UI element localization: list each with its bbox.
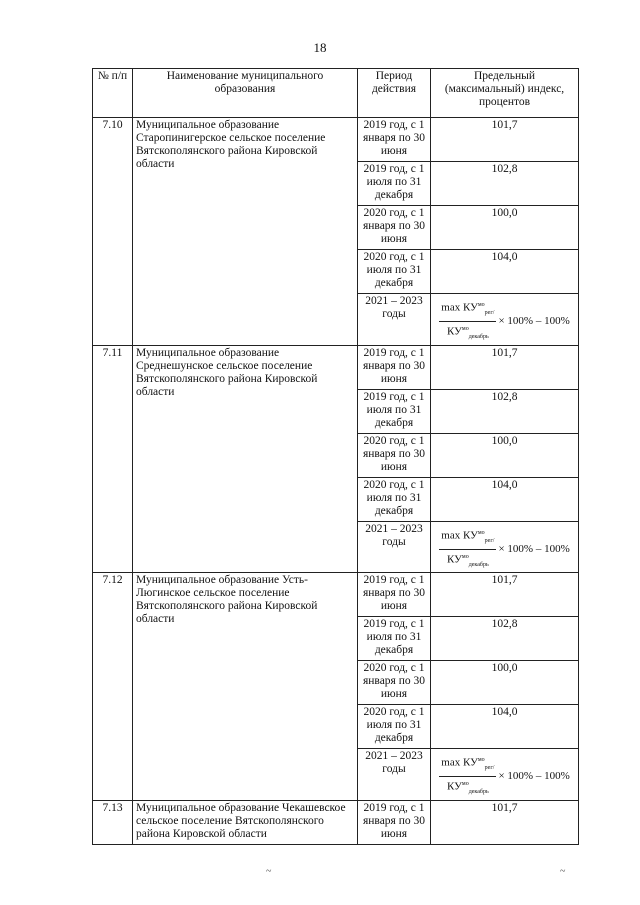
- header-num: № п/п: [93, 69, 133, 118]
- formula-fraction: [439, 527, 496, 572]
- formula-max: max КУ: [441, 301, 478, 314]
- index-formula: [434, 523, 575, 572]
- scan-mark: ~: [266, 866, 272, 877]
- index-formula-cell: [431, 749, 579, 801]
- entry-number: 7.13: [93, 801, 133, 845]
- formula-subscript: рег/: [484, 765, 495, 772]
- formula-fraction: [439, 299, 496, 344]
- formula-numerator: [439, 299, 496, 322]
- formula-superscript: мо: [461, 325, 469, 332]
- table-body: [93, 118, 579, 845]
- table-header-row: [93, 69, 579, 118]
- period-cell: 2019 год, с 1 января по 30 июня: [358, 345, 431, 389]
- formula-subscript: декабрь: [468, 561, 489, 568]
- entry-number: 7.10: [93, 118, 133, 346]
- municipality-name: Муниципальное образование Чекашевское сельское поселение Вятскополянского района Кировской области: [133, 801, 358, 845]
- period-cell: 2021 – 2023 годы: [358, 294, 431, 346]
- page-number: 18: [313, 40, 327, 55]
- scan-mark: ~: [560, 866, 566, 877]
- formula-superscript: мо: [461, 553, 469, 560]
- formula-superscript: мо: [477, 757, 485, 764]
- formula-superscript: мо: [477, 302, 485, 308]
- formula-multiplier: × 100% – 100%: [498, 770, 570, 783]
- formula-max: max КУ: [441, 757, 478, 770]
- formula-denominator: [445, 777, 491, 799]
- table-row: [93, 801, 579, 845]
- period-cell: 2021 – 2023 годы: [358, 521, 431, 573]
- period-cell: 2020 год, с 1 июля по 31 декабря: [358, 250, 431, 294]
- formula-den-ku: КУ: [447, 325, 462, 338]
- period-cell: 2020 год, с 1 января по 30 июня: [358, 206, 431, 250]
- period-cell: 2019 год, с 1 января по 30 июня: [358, 573, 431, 617]
- index-value: 102,8: [431, 162, 579, 206]
- index-value: 101,7: [431, 118, 579, 162]
- formula-max: max КУ: [441, 529, 478, 542]
- formula-multiplier: × 100% – 100%: [498, 314, 570, 327]
- period-cell: 2019 год, с 1 июля по 31 декабря: [358, 389, 431, 433]
- index-value: 102,8: [431, 389, 579, 433]
- period-cell: 2020 год, с 1 июля по 31 декабря: [358, 705, 431, 749]
- period-cell: 2019 год, с 1 июля по 31 декабря: [358, 617, 431, 661]
- entry-number: 7.12: [93, 573, 133, 801]
- index-value: 101,7: [431, 801, 579, 845]
- formula-subscript: декабрь: [468, 333, 489, 340]
- index-formula: [434, 295, 575, 344]
- index-formula-cell: [431, 294, 579, 346]
- period-cell: 2021 – 2023 годы: [358, 749, 431, 801]
- index-value: 100,0: [431, 433, 579, 477]
- formula-subscript: рег/: [484, 537, 495, 544]
- index-value: 102,8: [431, 617, 579, 661]
- formula-fraction: [439, 754, 496, 799]
- formula-superscript: мо: [477, 529, 485, 536]
- formula-subscript: рег/: [484, 309, 495, 316]
- index-formula: [434, 750, 575, 799]
- index-value: 104,0: [431, 705, 579, 749]
- period-cell: 2020 год, с 1 января по 30 июня: [358, 661, 431, 705]
- tariff-index-table: [92, 68, 579, 845]
- header-index: Предельный (максимальный) индекс, процентов: [431, 69, 579, 118]
- formula-numerator: [439, 754, 496, 777]
- entry-number: 7.11: [93, 345, 133, 573]
- index-value: 101,7: [431, 345, 579, 389]
- header-period: Период действия: [358, 69, 431, 118]
- period-cell: 2020 год, с 1 января по 30 июня: [358, 433, 431, 477]
- index-formula-cell: [431, 521, 579, 573]
- municipality-name: Муниципальное образование Среднешунское сельское поселение Вятскополянского района Кировской области: [133, 345, 358, 573]
- header-name: Наименование муниципального образования: [133, 69, 358, 118]
- formula-subscript: декабрь: [468, 789, 489, 796]
- index-value: 104,0: [431, 250, 579, 294]
- index-value: 104,0: [431, 477, 579, 521]
- municipality-name: Муниципальное образование Старопинигерское сельское поселение Вятскополянского района Кировской области: [133, 118, 358, 346]
- municipality-name: Муниципальное образование Усть-Люгинское сельское поселение Вятскополянского района Кировской области: [133, 573, 358, 801]
- formula-den-ku: КУ: [447, 780, 462, 793]
- formula-numerator: [439, 527, 496, 550]
- formula-den-ku: КУ: [447, 553, 462, 566]
- formula-denominator: [445, 550, 491, 572]
- table-row: [93, 345, 579, 389]
- table-row: [93, 573, 579, 617]
- index-value: 100,0: [431, 206, 579, 250]
- table-row: [93, 118, 579, 162]
- formula-denominator: [445, 322, 491, 344]
- period-cell: 2019 год, с 1 июля по 31 декабря: [358, 162, 431, 206]
- period-cell: 2019 год, с 1 января по 30 июня: [358, 801, 431, 845]
- formula-superscript: мо: [461, 781, 469, 788]
- index-value: 101,7: [431, 573, 579, 617]
- period-cell: 2019 год, с 1 января по 30 июня: [358, 118, 431, 162]
- formula-multiplier: × 100% – 100%: [498, 542, 570, 555]
- index-value: 100,0: [431, 661, 579, 705]
- period-cell: 2020 год, с 1 июля по 31 декабря: [358, 477, 431, 521]
